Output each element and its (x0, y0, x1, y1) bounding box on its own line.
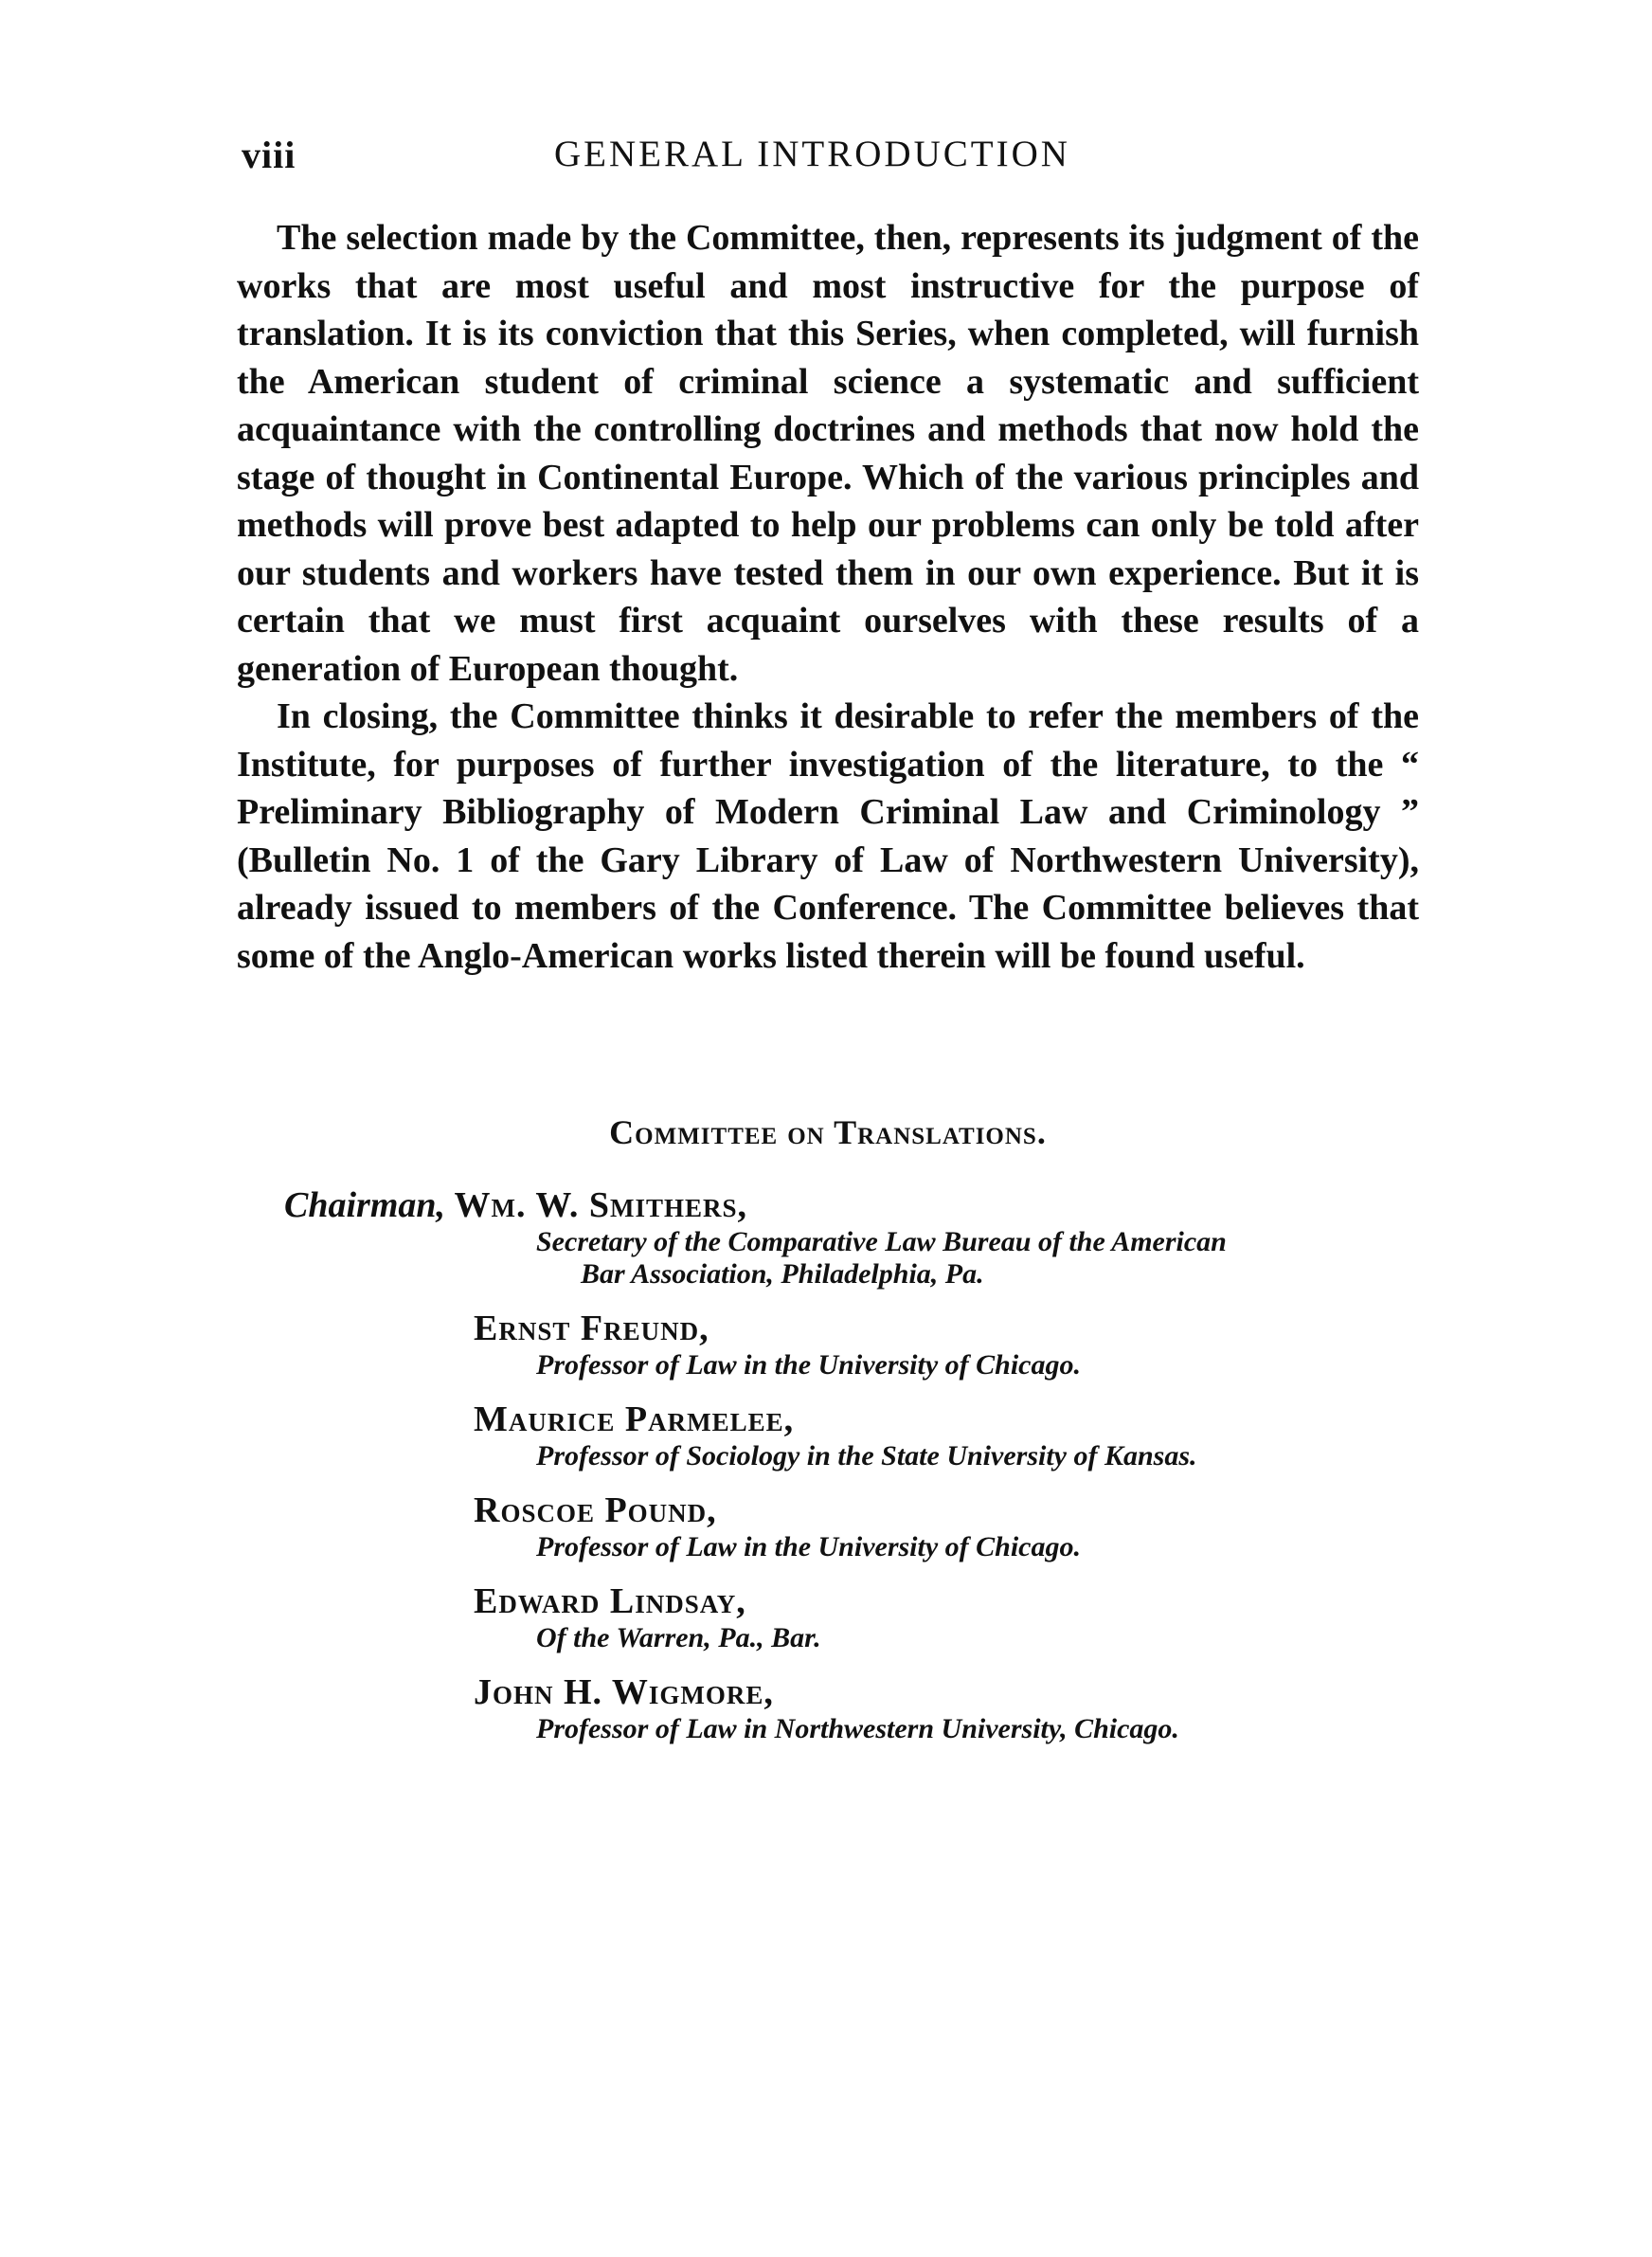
committee-member (474, 1308, 1421, 1381)
chairman-affiliation-line2: Bar Association, Philadelphia, Pa. (581, 1258, 984, 1290)
paragraph-closing: In closing, the Committee thinks it desirable to refer the members of the Institute, for purposes of further investigation of the literature, to the “ Preliminary Bibliography of Modern Criminal Law and Criminology ” (Bulletin No. 1 of the Gary Library of Law of Northwestern University), already issued to members of the Conference. The Committee believes that some of the Anglo-American works listed therein will be found useful. (237, 696, 1419, 976)
body-text (237, 214, 1419, 980)
committee-member (474, 1399, 1421, 1472)
chairman-line (284, 1184, 1421, 1226)
member-affiliation: Of the Warren, Pa., Bar. (536, 1622, 821, 1653)
page-header (242, 133, 1416, 190)
member-affiliation: Professor of Law in Northwestern University, Chicago. (536, 1713, 1179, 1744)
committee-member (474, 1580, 1421, 1654)
chairman-affiliation-line1: Secretary of the Comparative Law Bureau of the American (536, 1226, 1227, 1257)
member-name: Roscoe Pound, (474, 1490, 717, 1530)
paragraph-selection: The selection made by the Committee, then, represents its judgment of the works that are most useful and most instructive for the purpose of translation. It is its conviction that this Series, when completed, will furnish the American student of criminal science a systematic and sufficient acquaintance with the controlling doctrines and methods that now hold the stage of thought in Continental Europe. Which of the various principles and methods will prove best adapted to help our problems can only be told after our students and workers have tested them in our own experience. But it is certain that we must first acquaint ourselves with these results of a generation of European thought. (237, 218, 1419, 689)
member-affiliation: Professor of Law in the University of Chicago. (536, 1531, 1081, 1562)
member-name: John H. Wigmore, (474, 1672, 774, 1712)
running-head: GENERAL INTRODUCTION (554, 134, 1070, 174)
page-number: viii (242, 134, 296, 176)
committee-member (474, 1671, 1421, 1745)
chairman-name: Wm. W. Smithers, (454, 1185, 747, 1225)
member-name: Edward Lindsay, (474, 1581, 746, 1621)
member-affiliation: Professor of Sociology in the State University of Kansas. (536, 1440, 1197, 1472)
member-name: Ernst Freund, (474, 1309, 709, 1348)
committee-member (474, 1490, 1421, 1563)
committee-members (284, 1184, 1421, 1745)
member-name: Maurice Parmelee, (474, 1399, 795, 1439)
committee-heading: Committee on Translations. (609, 1113, 1047, 1151)
member-affiliation: Professor of Law in the University of Chicago. (536, 1349, 1081, 1381)
chairman-label: Chairman, (284, 1185, 446, 1225)
